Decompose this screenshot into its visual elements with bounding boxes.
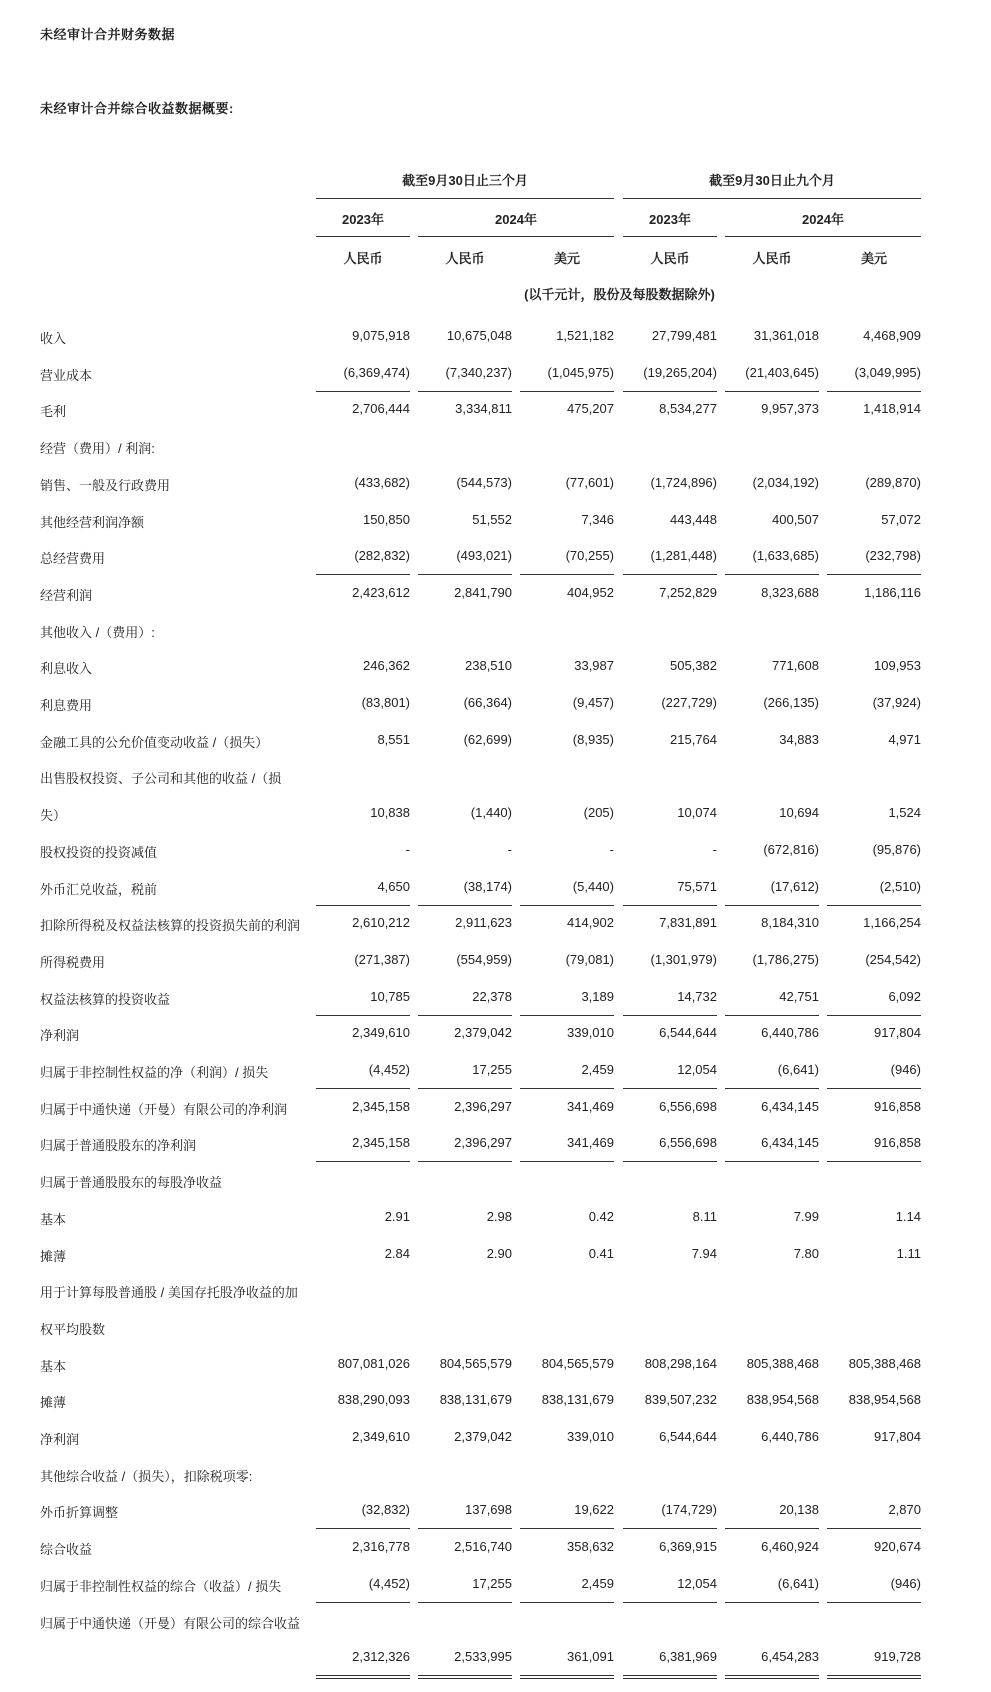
value-cell: 6,460,924: [761, 1539, 819, 1555]
row-label: 权平均股数: [40, 1321, 106, 1337]
value-cell: (6,641): [725, 1062, 819, 1077]
value-cell: 10,785: [316, 989, 410, 1004]
table-row: [0, 1419, 991, 1455]
table-row: [0, 648, 991, 684]
value-cell: 1,418,914: [863, 401, 921, 417]
currency-header: 人民币: [445, 251, 485, 266]
value-cell: 1,166,254: [863, 915, 921, 931]
row-label: 利息费用: [40, 698, 93, 713]
row-label: 销售、一般及行政费用: [40, 477, 171, 493]
value-cell: 1.11: [896, 1245, 921, 1261]
row-label: 归属于中通快递（开曼）有限公司的净利润: [40, 1101, 288, 1117]
value-cell: 838,131,679: [541, 1392, 614, 1408]
table-row: [0, 1603, 991, 1639]
value-cell: 8.11: [692, 1208, 717, 1224]
value-cell: 8,534,277: [659, 401, 717, 417]
value-cell: (38,174): [418, 879, 512, 894]
year-header-9m-2023: 2023年: [623, 209, 717, 237]
value-cell: 341,469: [520, 1135, 614, 1150]
value-cell: 2,459: [520, 1576, 614, 1591]
row-label: 毛利: [40, 404, 67, 420]
value-cell: (1,301,979): [650, 951, 717, 967]
value-cell: 808,298,164: [644, 1355, 717, 1371]
table-row: [0, 1089, 991, 1125]
value-cell: (32,832): [316, 1502, 410, 1517]
value-cell: (1,045,975): [520, 365, 614, 380]
row-label: 总经营费用: [40, 551, 106, 567]
row-label: 归属于普通股股东的净利润: [40, 1138, 197, 1154]
value-cell: (271,387): [354, 951, 410, 967]
table-row: [0, 1346, 991, 1382]
value-cell: 2,911,623: [455, 915, 512, 931]
value-cell: (946): [827, 1062, 921, 1077]
value-cell: 2.98: [486, 1208, 512, 1224]
value-cell: 807,081,026: [337, 1355, 410, 1371]
value-cell: -: [609, 841, 614, 857]
value-cell: 916,858: [827, 1135, 921, 1150]
currency-header: 美元: [860, 251, 887, 266]
value-cell: 358,632: [567, 1539, 614, 1555]
row-label: 出售股权投资、子公司和其他的收益 /（损: [40, 771, 282, 787]
value-cell: 7.99: [793, 1208, 819, 1224]
value-cell: 443,448: [670, 511, 717, 527]
value-cell: 804,565,579: [439, 1355, 512, 1371]
value-cell: 4,971: [888, 731, 921, 747]
value-cell: (232,798): [827, 548, 921, 563]
value-cell: 917,804: [874, 1429, 921, 1444]
value-cell: 2,345,158: [352, 1098, 410, 1114]
value-cell: (254,542): [865, 951, 921, 967]
value-cell: 2,379,042: [454, 1025, 512, 1041]
value-cell: (19,265,204): [623, 365, 717, 380]
value-cell: (289,870): [865, 474, 921, 490]
table-row: [0, 1052, 991, 1088]
value-cell: (1,281,448): [623, 548, 717, 563]
table-row: [0, 1015, 991, 1051]
value-cell: 2,841,790: [454, 584, 512, 600]
value-cell: 19,622: [520, 1502, 614, 1517]
value-cell: -: [712, 841, 717, 857]
row-label: 其他经营利润净额: [40, 514, 145, 530]
table-row: [0, 795, 991, 831]
value-cell: (3,049,995): [827, 365, 921, 380]
row-label: 权益法核算的投资收益: [40, 991, 171, 1007]
value-cell: 404,952: [567, 584, 614, 600]
value-cell: 109,953: [874, 658, 921, 674]
table-row: [0, 1566, 991, 1602]
value-cell: 10,838: [370, 805, 410, 821]
value-cell: (227,729): [661, 695, 717, 710]
row-label: 基本: [40, 1211, 67, 1227]
value-cell: 838,954,568: [746, 1392, 819, 1408]
value-cell: (6,641): [725, 1576, 819, 1591]
value-cell: 2,349,610: [352, 1025, 410, 1041]
row-label: 收入: [40, 331, 67, 346]
value-cell: 771,608: [772, 658, 819, 674]
row-label: 外币汇兑收益，税前: [40, 881, 158, 897]
currency-header: 人民币: [752, 251, 792, 266]
table-row: [0, 905, 991, 941]
value-cell: 4,650: [316, 879, 410, 894]
table-row: [0, 1272, 991, 1308]
value-cell: (544,573): [456, 474, 512, 490]
value-cell: 805,388,468: [746, 1355, 819, 1371]
value-cell: 916,858: [874, 1098, 921, 1114]
value-cell: (62,699): [463, 731, 512, 747]
year-header-3m-2023: 2023年: [316, 209, 410, 237]
table-row: [0, 391, 991, 427]
table-row: [0, 502, 991, 538]
value-cell: 2,349,610: [352, 1429, 410, 1444]
value-cell: (79,081): [565, 951, 614, 967]
row-label: 归属于非控制性权益的净（利润）/ 损失: [40, 1065, 269, 1080]
value-cell: 3,334,811: [455, 401, 512, 417]
value-cell: (70,255): [520, 548, 614, 563]
currency-header: 人民币: [343, 251, 383, 266]
value-cell: (21,403,645): [725, 365, 819, 380]
table-row: [0, 1639, 991, 1675]
table-row: [0, 1309, 991, 1345]
value-cell: 838,290,093: [337, 1392, 410, 1408]
value-cell: 22,378: [418, 989, 512, 1004]
value-cell: 17,255: [418, 1062, 512, 1077]
table-row: [0, 355, 991, 391]
row-label: 净利润: [40, 1028, 80, 1044]
value-cell: 14,732: [623, 989, 717, 1004]
three-months-header: 截至9月30日止三个月: [316, 170, 614, 199]
value-cell: -: [405, 841, 410, 857]
value-cell: 6,556,698: [659, 1098, 717, 1114]
currency-header: 人民币: [650, 251, 690, 266]
row-label: 其他收入 /（费用）:: [40, 624, 155, 640]
value-cell: 27,799,481: [651, 328, 717, 343]
value-cell: (1,633,685): [725, 548, 819, 563]
value-cell: 2,870: [827, 1502, 921, 1517]
value-cell: (83,801): [361, 695, 410, 710]
row-label: 经营利润: [40, 587, 93, 603]
value-cell: 2,396,297: [418, 1135, 512, 1150]
value-cell: 4,468,909: [863, 328, 921, 343]
table-row: [0, 538, 991, 574]
row-label: 所得税费用: [40, 954, 106, 970]
value-cell: 919,728: [827, 1649, 921, 1664]
value-cell: 42,751: [725, 989, 819, 1004]
table-row: [0, 575, 991, 611]
value-cell: 2,706,444: [352, 401, 410, 417]
value-cell: (493,021): [418, 548, 512, 563]
value-cell: 805,388,468: [848, 1355, 921, 1371]
unit-note: (以千元计，股份及每股数据除外): [524, 287, 715, 302]
value-cell: 2.90: [486, 1245, 512, 1261]
value-cell: 920,674: [874, 1539, 921, 1555]
value-cell: 1,521,182: [556, 328, 614, 343]
value-cell: 238,510: [465, 658, 512, 674]
value-cell: (1,724,896): [650, 474, 717, 490]
value-cell: (946): [827, 1576, 921, 1591]
value-cell: 6,440,786: [761, 1025, 819, 1041]
table-row: [0, 1162, 991, 1198]
table-row: [0, 685, 991, 721]
value-cell: 2,312,326: [316, 1649, 410, 1664]
value-cell: 838,131,679: [439, 1392, 512, 1408]
year-header-3m-2024: 2024年: [418, 209, 614, 237]
value-cell: 6,440,786: [761, 1429, 819, 1444]
value-cell: 8,323,688: [761, 584, 819, 600]
table-row: [0, 1382, 991, 1418]
row-label: 利息收入: [40, 661, 93, 677]
value-cell: (4,452): [316, 1576, 410, 1591]
value-cell: 339,010: [567, 1429, 614, 1444]
row-label: 其他综合收益 /（损失），扣除税项零:: [40, 1468, 253, 1484]
row-label: 金融工具的公允价值变动收益 /（损失）: [40, 734, 269, 750]
value-cell: 246,362: [363, 658, 410, 674]
value-cell: 7,346: [581, 511, 614, 527]
value-cell: (9,457): [572, 695, 614, 710]
value-cell: 400,507: [772, 511, 819, 527]
currency-header: 美元: [553, 251, 580, 266]
value-cell: 414,902: [567, 915, 614, 931]
row-label: 外币折算调整: [40, 1505, 119, 1521]
value-cell: 9,957,373: [761, 401, 819, 417]
table-row: [0, 869, 991, 905]
value-cell: (77,601): [565, 474, 614, 490]
row-label: 净利润: [40, 1432, 80, 1447]
value-cell: (554,959): [456, 951, 512, 967]
value-cell: 12,054: [623, 1576, 717, 1591]
row-label: 用于计算每股普通股 / 美国存托股净收益的加: [40, 1285, 298, 1301]
value-cell: 7.94: [691, 1245, 717, 1261]
value-cell: 20,138: [725, 1502, 819, 1517]
value-cell: 2,423,612: [352, 584, 410, 600]
row-label: 归属于非控制性权益的综合（收益）/ 损失: [40, 1578, 282, 1594]
value-cell: 1,186,116: [864, 584, 921, 600]
value-cell: 917,804: [874, 1025, 921, 1041]
row-label: 归属于普通股股东的每股净收益: [40, 1175, 223, 1191]
value-cell: 0.41: [588, 1245, 614, 1261]
value-cell: 2,316,778: [352, 1539, 410, 1555]
value-cell: 137,698: [418, 1502, 512, 1517]
value-cell: 6,544,644: [659, 1429, 717, 1444]
value-cell: (5,440): [520, 879, 614, 894]
value-cell: 31,361,018: [753, 328, 819, 343]
value-cell: (672,816): [763, 841, 819, 857]
value-cell: (4,452): [316, 1062, 410, 1077]
value-cell: 2,379,042: [454, 1429, 512, 1444]
section-subtitle: 未经审计合并综合收益数据概要:: [40, 101, 234, 116]
nine-months-header: 截至9月30日止九个月: [623, 170, 921, 199]
value-cell: 10,074: [677, 805, 717, 821]
value-cell: (8,935): [572, 731, 614, 747]
value-cell: 10,694: [779, 805, 819, 821]
value-cell: 2,516,740: [454, 1539, 512, 1555]
value-cell: 8,551: [377, 731, 410, 747]
value-cell: 7,831,891: [659, 915, 717, 931]
value-cell: 339,010: [567, 1025, 614, 1041]
table-row: [0, 1492, 991, 1528]
value-cell: (6,369,474): [316, 365, 410, 380]
table-row: [0, 428, 991, 464]
value-cell: 6,381,969: [623, 1649, 717, 1664]
value-cell: 1,524: [888, 805, 921, 821]
row-label: 经营（费用）/ 利润:: [40, 441, 155, 457]
value-cell: 215,764: [670, 731, 717, 747]
value-cell: 10,675,048: [446, 328, 512, 343]
value-cell: 804,565,579: [541, 1355, 614, 1371]
value-cell: 33,987: [574, 658, 614, 674]
value-cell: 839,507,232: [644, 1392, 717, 1408]
value-cell: 6,092: [827, 989, 921, 1004]
table-row: [0, 465, 991, 501]
value-cell: 341,469: [567, 1098, 614, 1114]
value-cell: 7,252,829: [659, 584, 717, 600]
value-cell: 475,207: [567, 401, 614, 417]
table-row: [0, 1529, 991, 1565]
table-row: [0, 758, 991, 794]
value-cell: 2.84: [384, 1245, 410, 1261]
value-cell: (1,440): [470, 805, 512, 821]
value-cell: 6,454,283: [725, 1649, 819, 1664]
table-row: [0, 1125, 991, 1161]
value-cell: 6,544,644: [659, 1025, 717, 1041]
value-cell: 2,459: [520, 1062, 614, 1077]
value-cell: 150,850: [363, 511, 410, 527]
value-cell: -: [507, 841, 512, 857]
value-cell: 7.80: [793, 1245, 819, 1261]
table-row: [0, 942, 991, 978]
value-cell: 6,434,145: [725, 1135, 819, 1150]
value-cell: 6,369,915: [659, 1539, 717, 1555]
value-cell: 1.14: [895, 1208, 921, 1224]
value-cell: (17,612): [725, 879, 819, 894]
row-label: 综合收益: [40, 1542, 93, 1558]
table-row: [0, 318, 991, 354]
value-cell: 57,072: [881, 511, 921, 527]
row-label: 基本: [40, 1358, 67, 1374]
value-cell: 2,610,212: [352, 915, 410, 931]
row-label: 营业成本: [40, 367, 93, 383]
value-cell: 9,075,918: [352, 328, 410, 343]
row-label: 扣除所得税及权益法核算的投资损失前的利润: [40, 918, 301, 934]
value-cell: 8,184,310: [761, 915, 819, 931]
value-cell: 838,954,568: [848, 1392, 921, 1408]
table-row: [0, 722, 991, 758]
value-cell: 2.91: [384, 1208, 410, 1224]
table-row: [0, 612, 991, 648]
value-cell: (37,924): [872, 695, 921, 710]
table-row: [0, 1199, 991, 1235]
year-header-9m-2024: 2024年: [725, 209, 921, 237]
value-cell: 2,533,995: [418, 1649, 512, 1664]
value-cell: 51,552: [472, 511, 512, 527]
value-cell: 3,189: [520, 989, 614, 1004]
value-cell: (66,364): [463, 695, 512, 710]
table-row: [0, 1456, 991, 1492]
value-cell: (266,135): [763, 695, 819, 710]
value-cell: 2,396,297: [454, 1098, 512, 1114]
value-cell: 75,571: [623, 879, 717, 894]
value-cell: (174,729): [623, 1502, 717, 1517]
row-label: 摊薄: [40, 1248, 67, 1264]
value-cell: 6,434,145: [761, 1098, 819, 1114]
value-cell: 2,345,158: [316, 1135, 410, 1150]
value-cell: 361,091: [520, 1649, 614, 1664]
row-label: 摊薄: [40, 1395, 67, 1411]
table-row: [0, 1236, 991, 1272]
value-cell: (282,832): [316, 548, 410, 563]
row-label: 失）: [40, 808, 67, 824]
table-row: [0, 832, 991, 868]
document-title: 未经审计合并财务数据: [40, 27, 176, 42]
value-cell: 505,382: [670, 658, 717, 674]
row-label: 归属于中通快递（开曼）有限公司的综合收益: [40, 1615, 301, 1631]
value-cell: (2,034,192): [752, 474, 819, 490]
value-cell: (433,682): [354, 474, 410, 490]
value-cell: (205): [583, 805, 614, 821]
value-cell: 0.42: [588, 1208, 614, 1224]
value-cell: (2,510): [827, 879, 921, 894]
value-cell: (7,340,237): [418, 365, 512, 380]
value-cell: 17,255: [418, 1576, 512, 1591]
value-cell: 12,054: [623, 1062, 717, 1077]
value-cell: (1,786,275): [752, 951, 819, 967]
row-label: 股权投资的投资减值: [40, 844, 158, 860]
table-row: [0, 979, 991, 1015]
value-cell: 34,883: [779, 731, 819, 747]
value-cell: (95,876): [872, 841, 921, 857]
value-cell: 6,556,698: [623, 1135, 717, 1150]
